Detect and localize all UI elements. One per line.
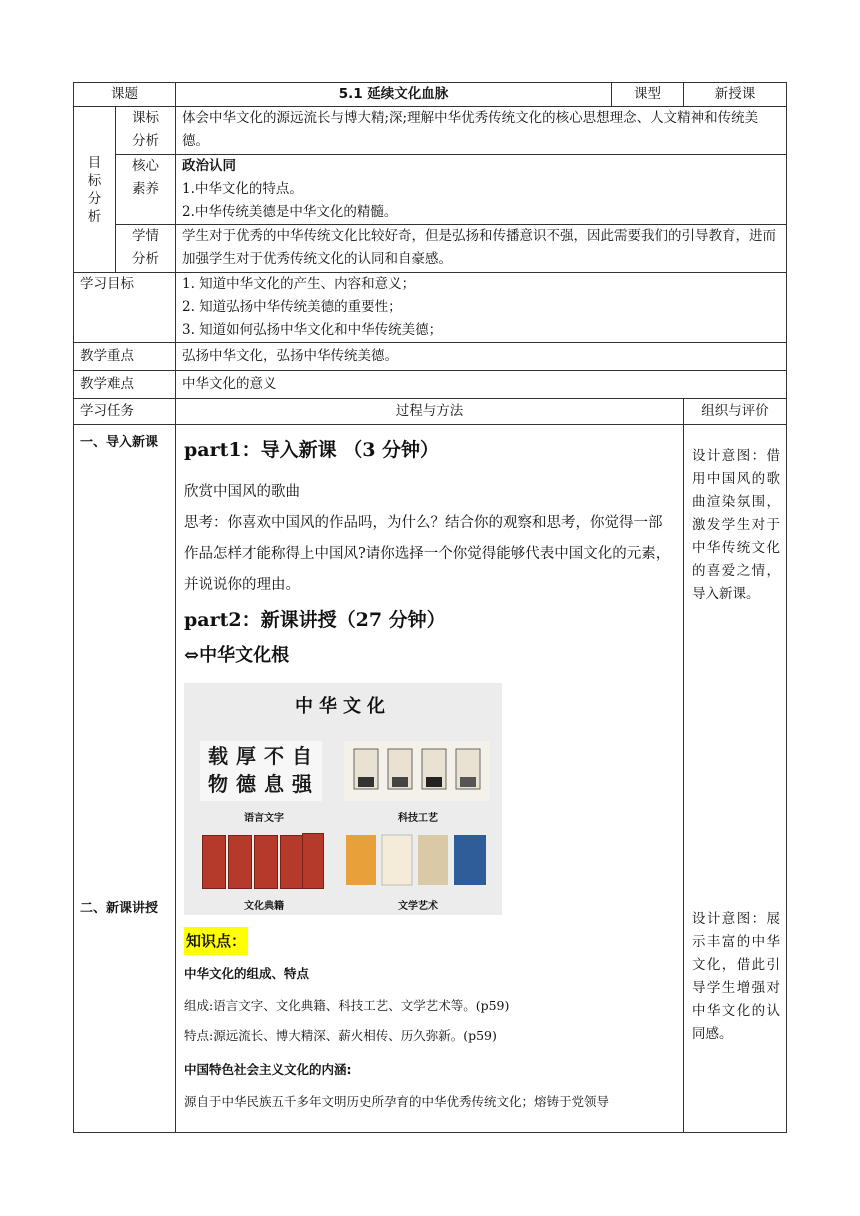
objectives-label: 学习目标	[74, 273, 176, 343]
composition-line: 组成:语言文字、文化典籍、科技工艺、文学艺术等。(p59)	[184, 998, 510, 1013]
literacy-item: 2.中华传统美德是中华文化的精髓。	[182, 204, 398, 220]
caption-technology: 科技工艺	[398, 813, 438, 824]
knowledge-label: 知识点：	[184, 927, 248, 955]
difficulty-row	[74, 371, 787, 399]
standard-label: 课标 分析	[116, 107, 176, 155]
literacy-content	[176, 155, 787, 225]
header-row	[74, 83, 787, 107]
features-line: 特点:源远流长、博大精深、薪火相传、历久弥新。(p59)	[184, 1028, 497, 1043]
chinese-culture-collage	[184, 683, 502, 915]
literacy-title: 政治认同	[182, 158, 236, 174]
composition-title: 中华文化的组成、特点	[184, 966, 310, 981]
student-text: 学生对于优秀的中华传统文化比较好奇，但是弘扬和传播意识不强，因此需要我们的引导教育，进而加强学生对于优秀传统文化的认同和自豪感。	[176, 225, 787, 273]
standard-row	[74, 107, 787, 155]
objective-item: 3. 知道如何弘扬中华文化和中华传统美德；	[182, 322, 443, 338]
art-icon	[344, 833, 490, 889]
evaluation-column	[684, 425, 787, 1133]
section-title: ⇔中华文化根	[184, 645, 290, 666]
topic-label: 课题	[74, 83, 176, 107]
key-point-row	[74, 343, 787, 371]
difficulty-text: 中华文化的意义	[176, 371, 787, 399]
socialist-culture-title: 中国特色社会主义文化的内涵:	[184, 1062, 352, 1077]
type-value: 新授课	[684, 83, 787, 107]
caption-language: 语言文字	[244, 813, 284, 824]
art-image	[344, 833, 490, 889]
objectives-list	[176, 273, 787, 343]
objective-item: 2. 知道弘扬中华传统美德的重要性；	[182, 299, 402, 315]
task-header-process: 过程与方法	[176, 399, 684, 425]
caption-classics: 文化典籍	[244, 901, 284, 912]
goal-analysis-label: 目 标 分 析	[74, 107, 116, 273]
technology-image	[344, 741, 490, 801]
socialist-culture-line: 源自于中华民族五千多年文明历史所孕育的中华优秀传统文化；熔铸于党领导	[184, 1094, 610, 1109]
lesson-plan-table	[73, 82, 787, 1133]
type-label: 课型	[612, 83, 684, 107]
literacy-label: 核心 素养	[116, 155, 176, 225]
standard-text: 体会中华文化的源远流长与博大精;深;理解中华优秀传统文化的核心思想理念、人文精神和传统美德。	[176, 107, 787, 155]
difficulty-label: 教学难点	[74, 371, 176, 399]
design-intent-1: 设计意图：借用中国风的歌曲渲染氛围，激发学生对于中华传统文化的喜爱之情，导入新课。	[692, 448, 780, 602]
objective-item: 1. 知道中华文化的产生、内容和意义；	[182, 276, 416, 292]
design-intent-2: 设计意图：展示丰富的中华文化，借此引导学生增强对中华文化的认同感。	[692, 911, 780, 1042]
key-point-label: 教学重点	[74, 343, 176, 371]
caption-art: 文学艺术	[398, 901, 438, 912]
literacy-row	[74, 155, 787, 225]
task-header-task: 学习任务	[74, 399, 176, 425]
task-header-row	[74, 399, 787, 425]
student-row	[74, 225, 787, 273]
technology-icon	[344, 741, 490, 801]
topic-value: 5.1 延续文化血脉	[176, 83, 612, 107]
objectives-row	[74, 273, 787, 343]
process-column	[176, 425, 684, 1133]
key-point-text: 弘扬中华文化，弘扬中华传统美德。	[176, 343, 787, 371]
stage-intro: 一、导入新课	[80, 435, 159, 450]
process-row	[74, 425, 787, 1133]
student-label: 学情 分析	[116, 225, 176, 273]
part2-title: part2：新课讲授（27 分钟）	[184, 609, 446, 631]
stage-column	[74, 425, 176, 1133]
calligraphy-image: 载 厚 不 自 物 德 息 强	[200, 741, 322, 801]
part1-question: 思考：你喜欢中国风的作品吗，为什么？结合你的观察和思考，你觉得一部作品怎样才能称得上中国风?请你选择一个你觉得能够代表中国文化的元素，并说说你的理由。	[184, 515, 671, 593]
stage-teaching: 二、新课讲授	[80, 901, 159, 916]
task-header-eval: 组织与评价	[684, 399, 787, 425]
collage-title: 中华文化	[295, 696, 391, 717]
part1-title: part1：导入新课 （3 分钟）	[184, 439, 440, 461]
part1-line: 欣赏中国风的歌曲	[184, 484, 300, 500]
literacy-item: 1.中华文化的特点。	[182, 181, 303, 197]
